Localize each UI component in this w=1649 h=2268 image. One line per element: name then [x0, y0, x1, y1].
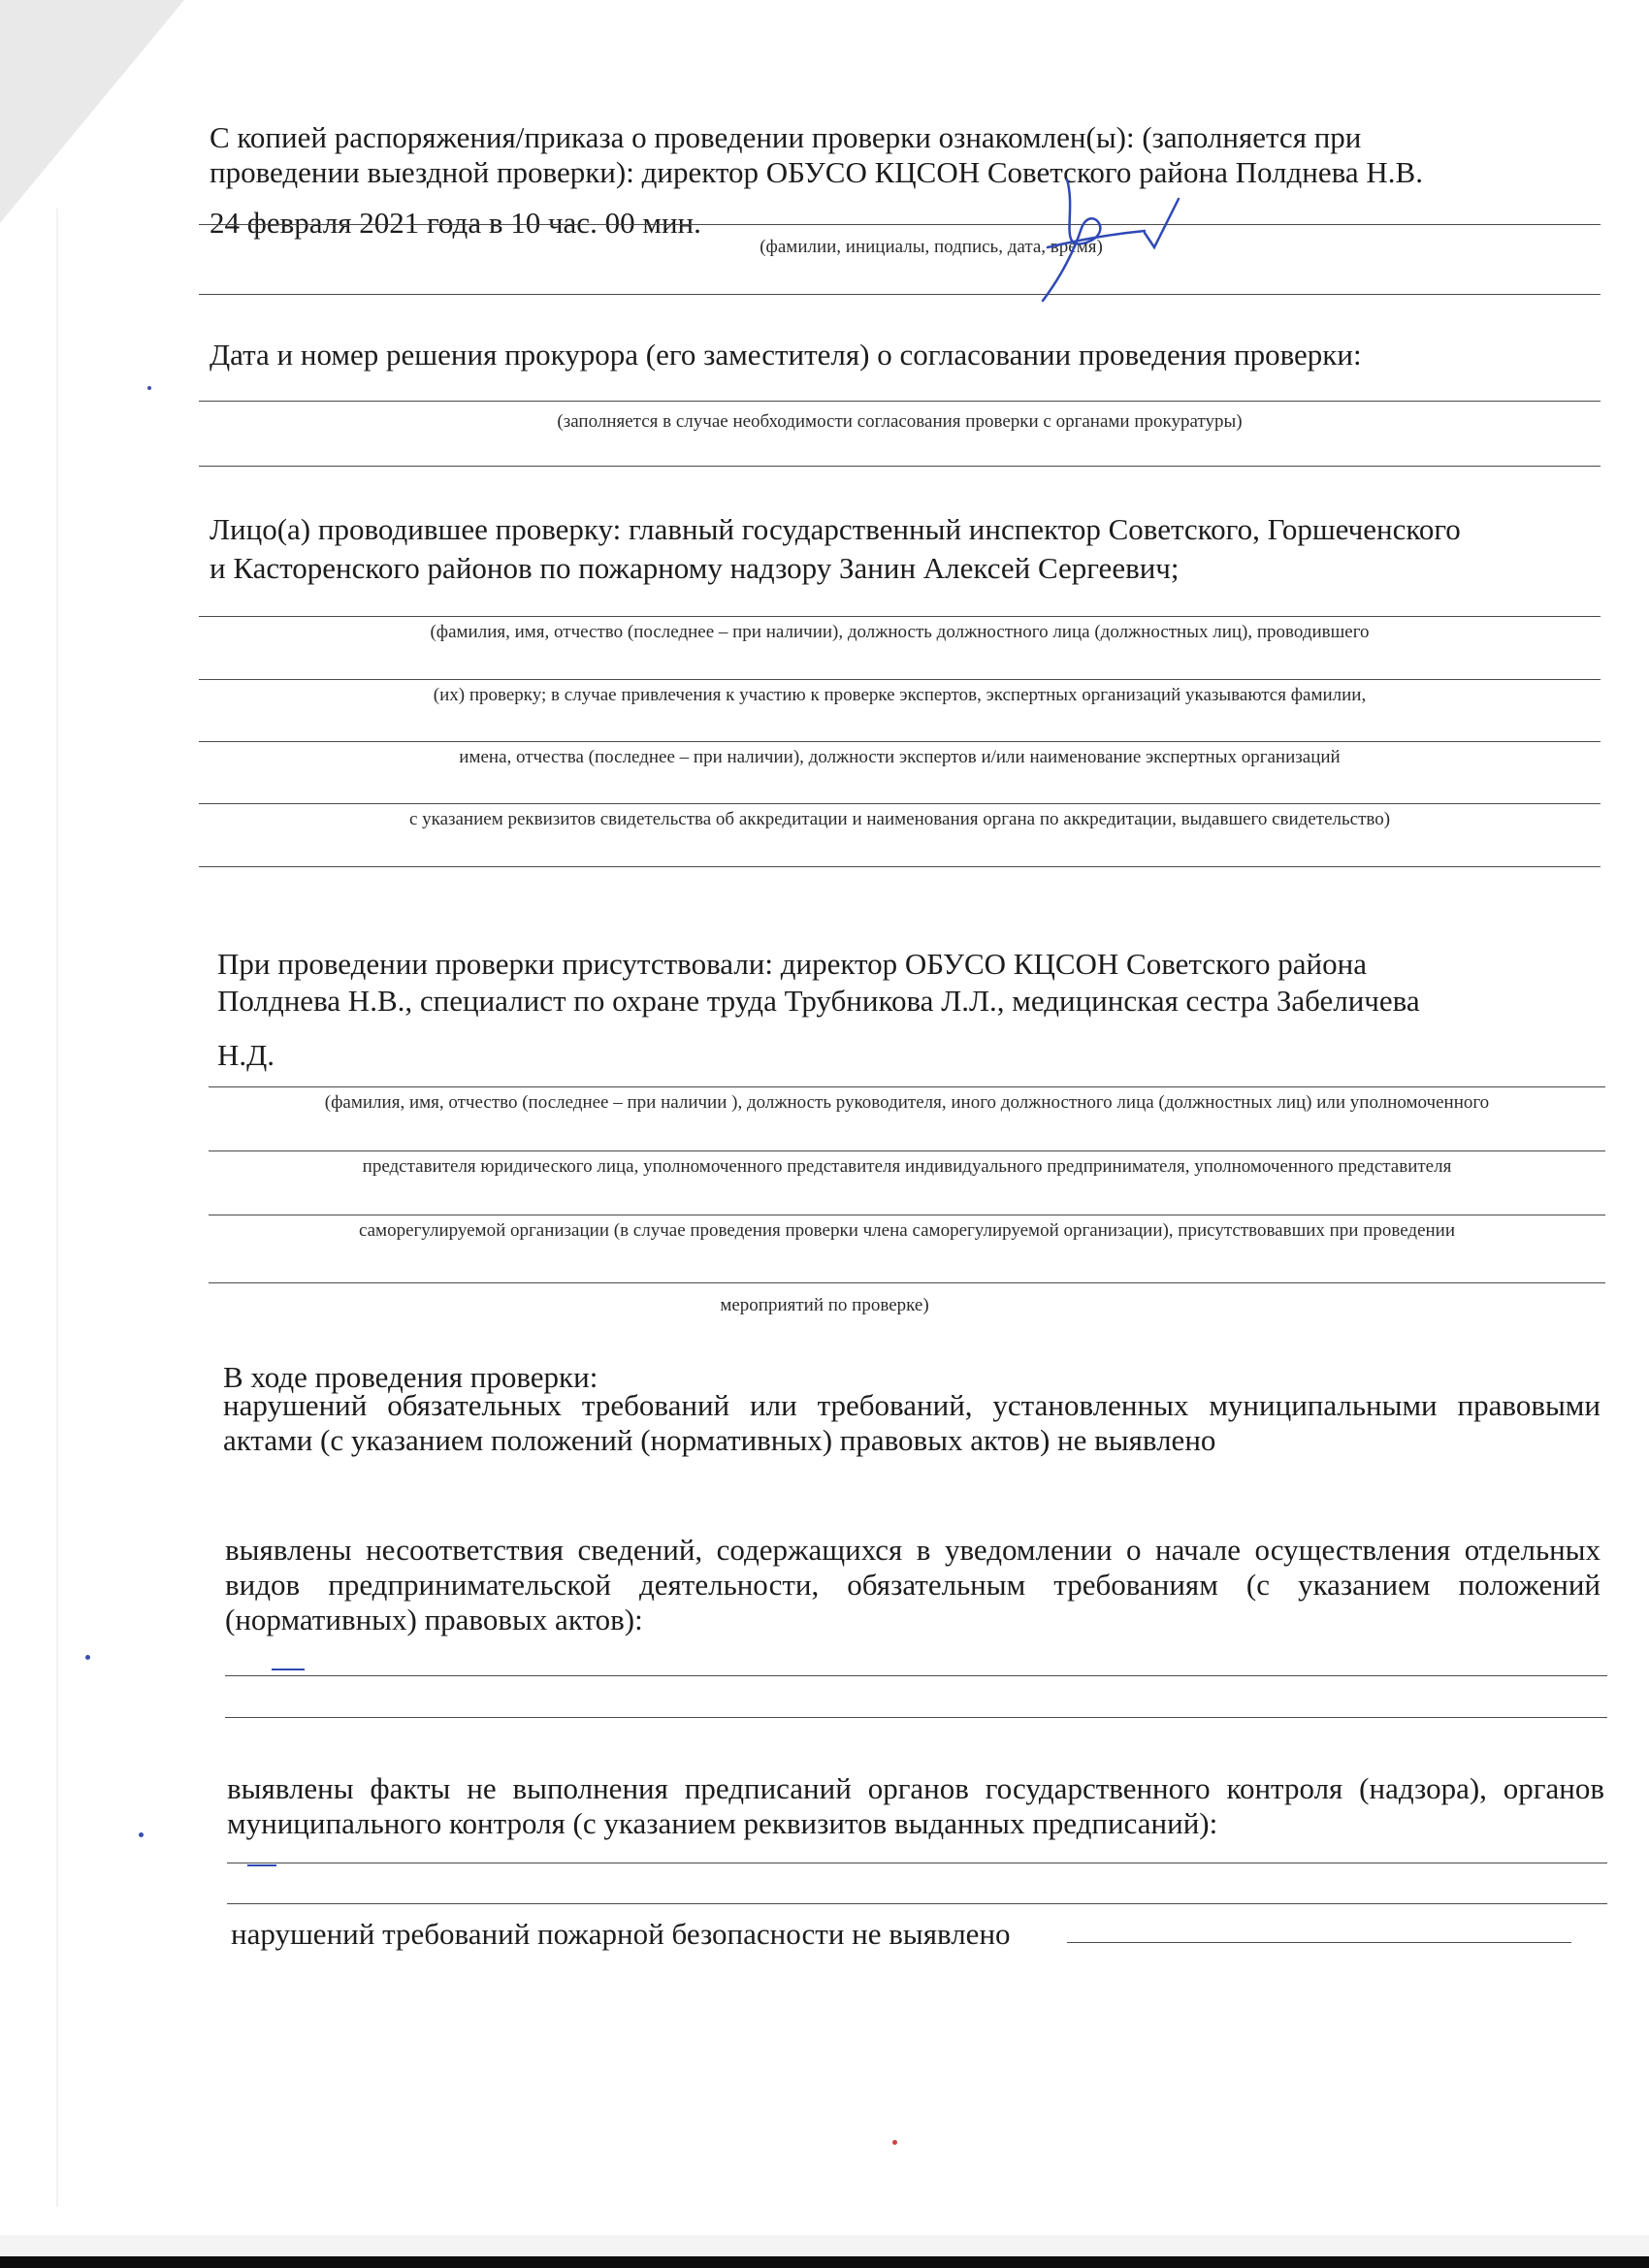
scan-speck	[892, 2140, 897, 2145]
scan-page-corner	[0, 0, 184, 223]
findings-no-violations: нарушений обязательных требований или требований, установленных муниципальными правовыми актами (с указанием положений (нормативных) правовых актов) не выявлено	[223, 1388, 1600, 1457]
pen-mark	[247, 1864, 276, 1866]
inspector-caption-3: имена, отчества (последнее – при наличии), должности экспертов и/или наименование экспертных организаций	[459, 747, 1341, 767]
findings-fire-safety: нарушений требований пожарной безопасности не выявлено	[231, 1917, 1011, 1951]
intro-line-1: С копией распоряжения/приказа о проведении проверки ознакомлен(ы): (заполняется при	[210, 120, 1362, 154]
present-caption-1: (фамилия, имя, отчество (последнее – при наличии ), должность руководителя, иного должностного лица (должностных лиц) или уполномоченного	[324, 1092, 1490, 1113]
inspector-line-1: Лицо(а) проводившее проверку: главный государственный инспектор Советского, Горшеченского	[210, 512, 1461, 546]
blank-line	[199, 401, 1600, 402]
scan-bottom-edge	[0, 2235, 1649, 2256]
blank-line	[199, 866, 1600, 867]
present-caption-3: саморегулируемой организации (в случае проведения проверки члена саморегулируемой организации), присутствовавших при проведении	[358, 1220, 1456, 1241]
present-line-3: Н.Д.	[217, 1038, 275, 1072]
blank-line	[209, 1282, 1605, 1283]
prosecutor-caption: (заполняется в случае необходимости согласования проверки с органами прокуратуры)	[557, 411, 1243, 432]
intro-line-2: проведении выездной проверки): директор ОБУСО КЦСОН Советского района Полднева Н.В.	[210, 155, 1423, 189]
blank-line	[225, 1717, 1607, 1718]
blank-line	[209, 1086, 1605, 1087]
handwritten-signature	[999, 175, 1193, 306]
findings-unfulfilled-prescriptions: выявлены факты не выполнения предписаний органов государственного контроля (надзора), органов муниципального контроля (с указанием реквизитов выданных предписаний):	[227, 1771, 1604, 1840]
blank-line	[199, 294, 1600, 295]
findings-inconsistencies: выявлены несоответствия сведений, содержащихся в уведомлении о начале осуществления отдельных видов предпринимательской деятельности, обязательным требованиям (с указанием положений (нормативных) правовых актов):	[225, 1533, 1600, 1636]
blank-line	[227, 1903, 1607, 1904]
blank-line	[199, 466, 1600, 467]
inspector-caption-1: (фамилия, имя, отчество (последнее – при наличии), должность должностного лица (должностных лиц), проводившего	[430, 622, 1370, 642]
intro-caption: (фамилии, инициалы, подпись, дата, время)	[760, 237, 1103, 257]
blank-line	[209, 1150, 1605, 1151]
scan-bottom-band	[0, 2256, 1649, 2268]
blank-line	[199, 803, 1600, 804]
blank-line	[225, 1675, 1607, 1676]
signature-line	[199, 224, 1600, 225]
blank-line	[1067, 1942, 1571, 1943]
present-caption-4: мероприятий по проверке)	[720, 1295, 929, 1315]
scan-speck	[139, 1832, 144, 1837]
scan-page-edge	[56, 209, 58, 2207]
inspector-line-2: и Касторенского районов по пожарному надзору Занин Алексей Сергеевич;	[210, 551, 1180, 585]
blank-line	[199, 741, 1600, 742]
blank-line	[199, 679, 1600, 680]
present-caption-2: представителя юридического лица, уполномоченного представителя индивидуального предпринимателя, уполномоченного представителя	[362, 1156, 1452, 1177]
inspector-caption-2: (их) проверку; в случае привлечения к участию к проверке экспертов, экспертных организаций указываются фамилии,	[433, 685, 1367, 705]
scan-speck	[85, 1655, 90, 1660]
blank-line	[199, 616, 1600, 617]
scan-speck	[147, 386, 151, 390]
pen-mark	[272, 1669, 305, 1670]
prosecutor-text: Дата и номер решения прокурора (его заместителя) о согласовании проведения проверки:	[210, 338, 1362, 372]
present-line-1: При проведении проверки присутствовали: директор ОБУСО КЦСОН Советского района	[217, 947, 1367, 981]
intro-line-3: 24 февраля 2021 года в 10 час. 00 мин.	[210, 206, 701, 240]
inspector-caption-4: с указанием реквизитов свидетельства об аккредитации и наименования органа по аккредитации, выдавшего свидетельство)	[408, 809, 1391, 829]
findings-heading: В ходе проведения проверки:	[223, 1360, 598, 1394]
present-line-2: Полднева Н.В., специалист по охране труда Трубникова Л.Л., медицинская сестра Забеличева	[217, 984, 1420, 1018]
